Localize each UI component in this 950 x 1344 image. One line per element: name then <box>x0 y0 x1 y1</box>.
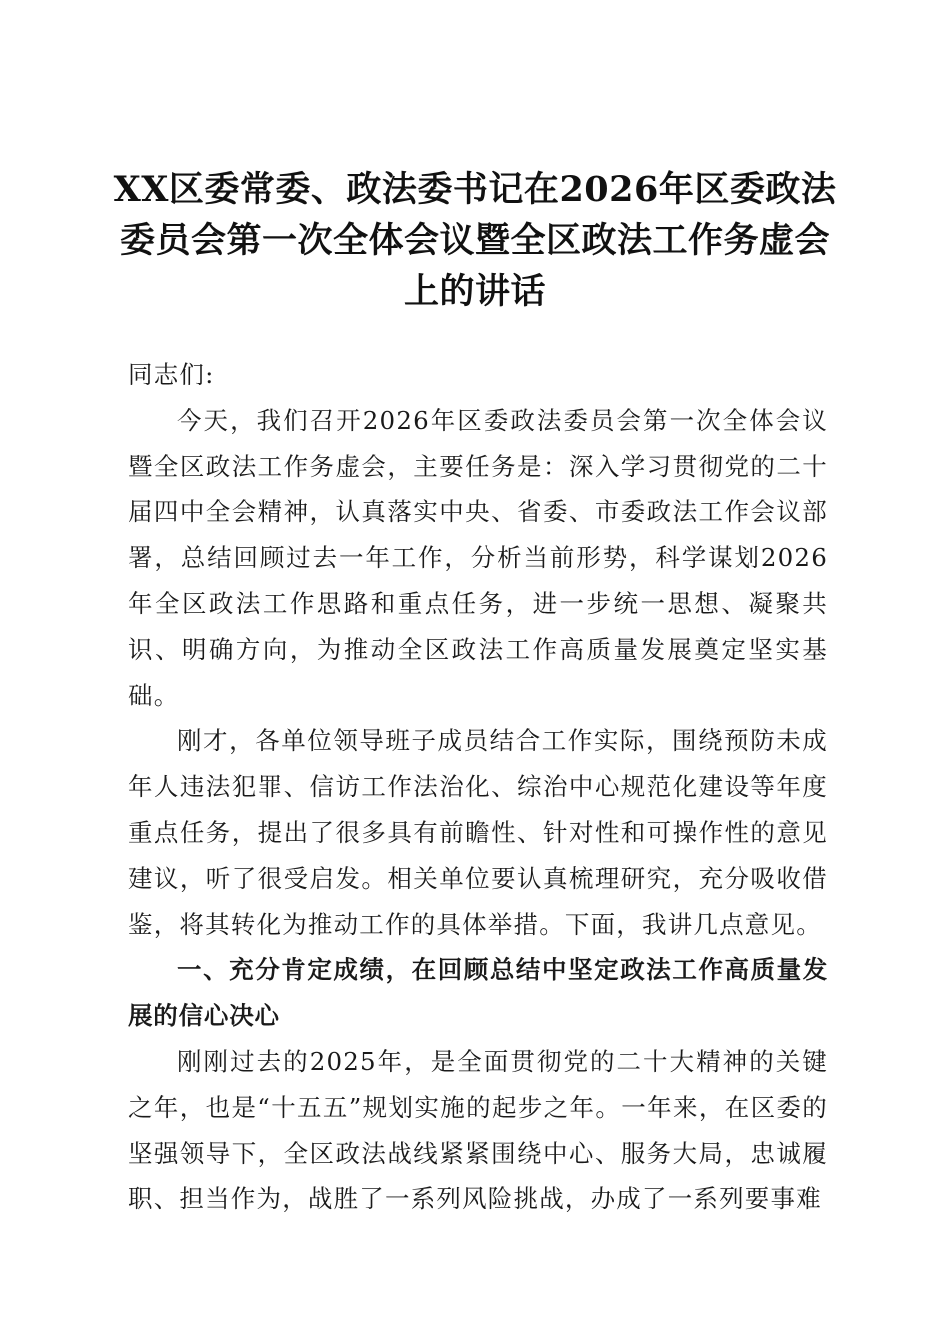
section-heading: 一、充分肯定成绩，在回顾总结中坚定政法工作高质量发展的信心决心 <box>128 955 828 1031</box>
paragraph-opening: 今天，我们召开2026年区委政法委员会第一次全体会议暨全区政法工作务虚会，主要任务是：深入学习贯彻党的二十届四中全会精神，认真落实中央、省委、市委政法工作会议部署，总结回顾过去一年工作，分析当前形势，科学谋划2026年全区政法工作思路和重点任务，进一步统一思想、凝聚共识、明确方向，为推动全区政法工作高质量发展奠定坚实基础。 <box>128 405 828 710</box>
document-title: XX区委常委、政法委书记在2026年区委政法委员会第一次全体会议暨全区政法工作务虚会上的讲话 <box>113 169 837 312</box>
document-body <box>128 352 828 1222</box>
section-paragraph: 刚刚过去的2025年，是全面贯彻党的二十大精神的关键之年，也是“十五五”规划实施的起步之年。一年来，在区委的坚强领导下，全区政法战线紧紧围绕中心、服务大局，忠诚履职、担当作为，战胜了一系列风险挑战，办成了一系列要事难 <box>128 1046 828 1214</box>
salutation: 同志们: <box>128 360 215 389</box>
paragraph-feedback: 刚才，各单位领导班子成员结合工作实际，围绕预防未成年人违法犯罪、信访工作法治化、综治中心规范化建设等年度重点任务，提出了很多具有前瞻性、针对性和可操作性的意见建议，听了很受启发。相关单位要认真梳理研究，充分吸收借鉴，将其转化为推动工作的具体举措。下面，我讲几点意见。 <box>128 726 828 939</box>
